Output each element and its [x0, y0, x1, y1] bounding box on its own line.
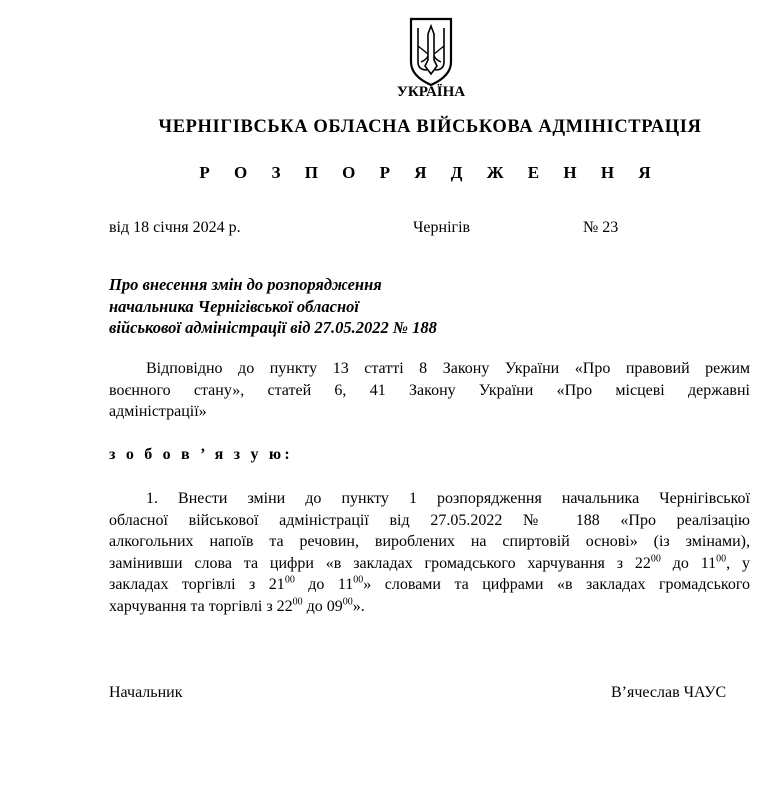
decree-word: з о б о в ’ я з у ю: — [109, 446, 293, 463]
item-text: до 09 — [302, 597, 343, 615]
superscript-minutes: 00 — [716, 553, 727, 565]
legal-basis-paragraph — [109, 358, 750, 423]
item-text: » словами та цифрами «в закладах громадського — [363, 576, 751, 593]
superscript-minutes: 00 — [353, 574, 364, 586]
tryzub-coat-of-arms-icon — [407, 16, 455, 88]
document-subject — [109, 274, 437, 339]
subject-line: Про внесення змін до розпорядження — [109, 275, 382, 294]
signatory-title: Начальник — [109, 684, 183, 701]
item-line: обласної військової адміністрації від 27.05.2022 № 188 «Про реалізацію — [109, 511, 750, 529]
superscript-minutes: 00 — [284, 574, 295, 586]
item-text: до 11 — [660, 554, 717, 572]
decree-item-1 — [109, 488, 750, 617]
item-text: харчування та торгівлі з 22 — [109, 597, 293, 615]
basis-line: воєнного стану», статей 6, 41 Закону України «Про місцеві державні — [109, 381, 750, 399]
superscript-minutes: 00 — [650, 553, 661, 565]
subject-line: начальника Чернігівської обласної — [109, 296, 359, 316]
basis-line: адміністрації» — [109, 403, 207, 420]
item-line: алкогольних напоїв та речовин, вироблених на спиртовій основі» (із змінами), — [109, 533, 750, 550]
item-text: закладах торгівлі з 21 — [109, 576, 285, 593]
item-text: замінивши слова та цифри «в закладах громадського харчування з 22 — [109, 554, 651, 572]
item-line — [109, 574, 750, 596]
basis-line: Відповідно до пункту 13 статті 8 Закону України «Про правовий режим — [146, 360, 750, 377]
signatory-name: В’ячеслав ЧАУС — [611, 684, 727, 701]
document-date: від 18 січня 2024 р. — [109, 219, 241, 236]
document-type: Р О З П О Р Я Д Ж Е Н Н Я — [199, 163, 661, 182]
item-text: до 11 — [294, 576, 354, 593]
authority-name: ЧЕРНІГІВСЬКА ОБЛАСНА ВІЙСЬКОВА АДМІНІСТРАЦІЯ — [158, 117, 702, 137]
country-name: УКРАЇНА — [396, 84, 466, 100]
superscript-minutes: 00 — [292, 596, 303, 608]
superscript-minutes: 00 — [342, 596, 353, 608]
item-text: , у — [726, 554, 750, 572]
item-text: ». — [352, 597, 365, 615]
item-line — [109, 553, 750, 575]
document-number: № 23 — [583, 219, 619, 236]
item-line: 1. Внести зміни до пункту 1 розпорядження начальника Чернігівської — [146, 490, 750, 507]
item-line — [109, 596, 750, 618]
document-city: Чернігів — [413, 219, 471, 236]
subject-line: військової адміністрації від 27.05.2022 № 188 — [109, 318, 437, 337]
